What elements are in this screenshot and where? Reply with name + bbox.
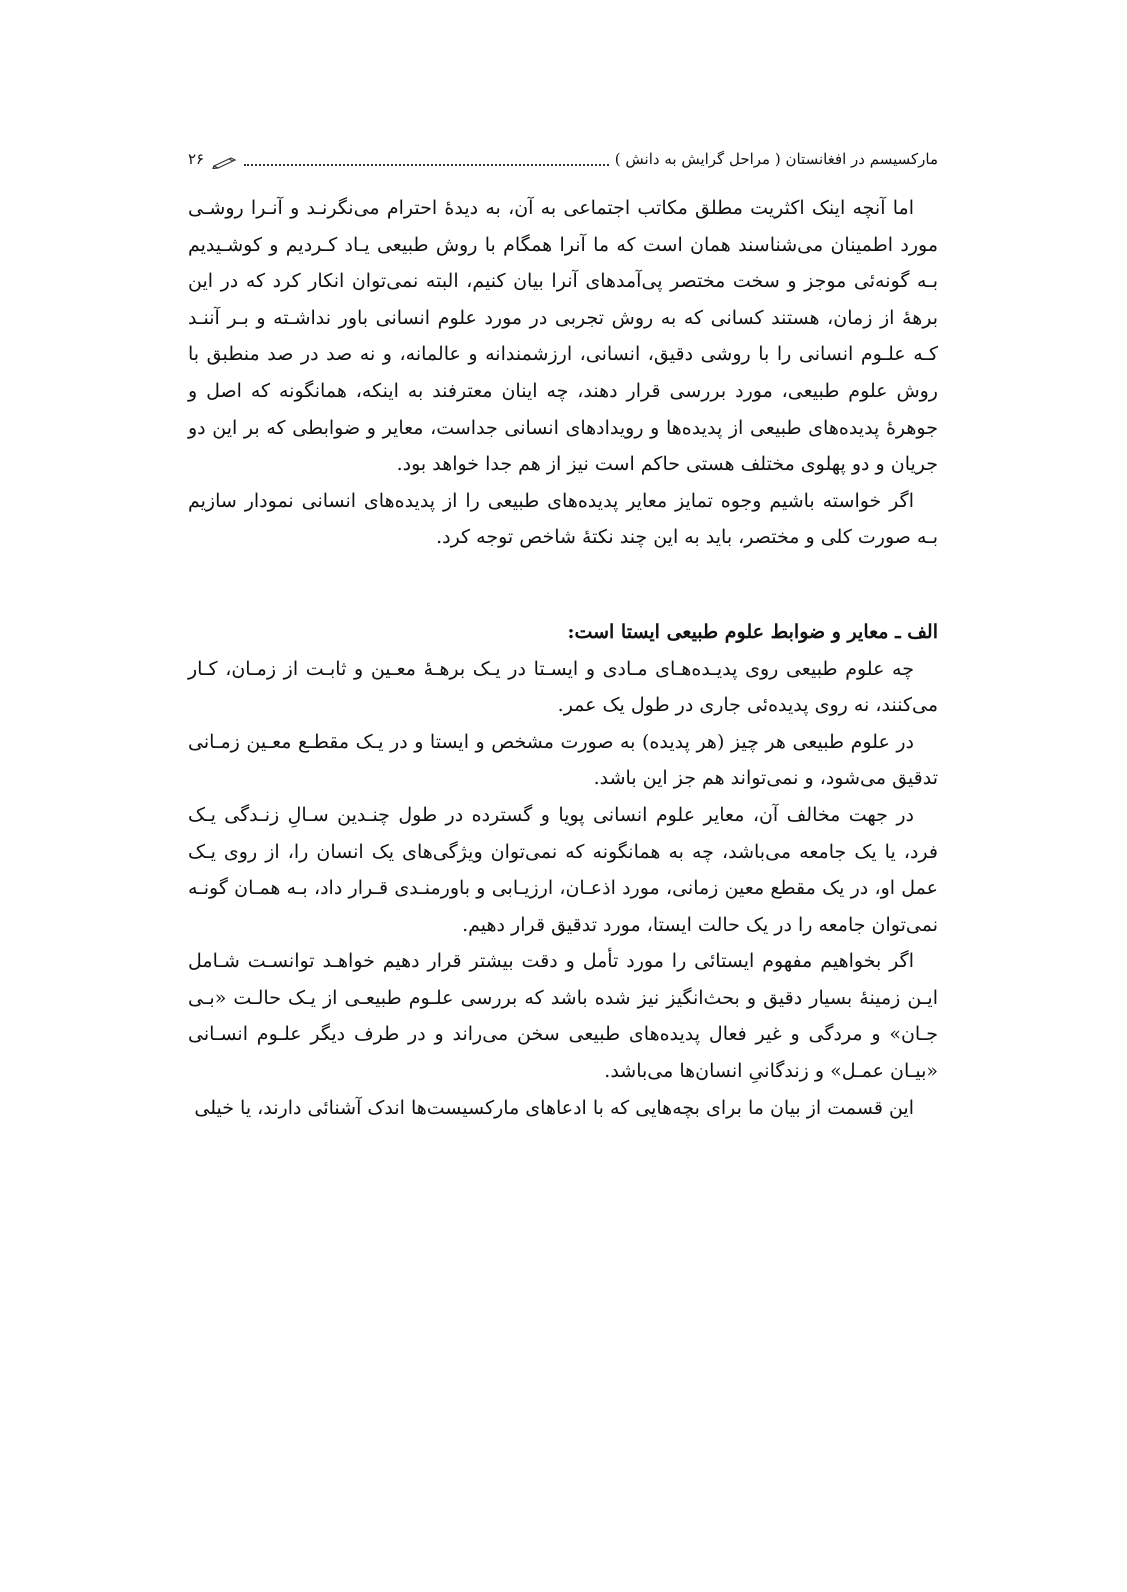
body-text	[188, 190, 938, 1126]
running-title: مارکسیسم در افغانستان ( مراحل گرایش به دانش )	[614, 150, 938, 168]
paragraph: در علوم طبیعی هر چیز (هر پدیده) به صورت مشخص و ایستا و در یـک مقطـع معـین زمـانی تدقیق می‌شود، و نمی‌تواند هم جز این باشد.	[188, 730, 938, 790]
leader-dots	[244, 152, 609, 166]
page-number: ۲۶	[188, 150, 205, 168]
paragraph: این قسمت از بیان ما برای بچه‌هایی که با ادعاهای مارکسیست‌ها اندک آشنائی دارند، یا خیلی	[194, 1096, 914, 1119]
paragraph: چه علوم طبیعی روی پدیـده‌هـای مـادی و ایسـتا در یـک برهـهٔ معـین و ثابـت از زمـان، کـار می‌کنند، نه روی پدیده‌ئی جاری در طول یک عمر.	[188, 657, 938, 717]
paragraph: اگر خواسته باشیم وجوه تمایز معایر پدیده‌های طبیعی را از پدیده‌های انسانی نمودار سازیم بـه صورت کلی و مختصر، باید به این چند نکتهٔ شاخص توجه کرد.	[188, 489, 938, 549]
paragraph: اگر بخواهیم مفهوم ایستائی را مورد تأمل و دقت بیشتر قرار دهیم خواهـد توانسـت شـامل ایـن زمینهٔ بسیار دقیق و بحث‌انگیز نیز شده باشد که بررسی علـوم طبیعـی از یـک حالـت «بـی جـان» و مردگی و غیر فعال پدیده‌های طبیعی سخن می‌راند و در طرف دیگر علـوم انسـانی «بیـان عمـل» و زندگانیِ انسان‌ها می‌باشد.	[188, 950, 938, 1083]
pencil-icon	[212, 152, 238, 166]
paragraph: در جهت مخالف آن، معایر علوم انسانی پویا و گسترده در طول چنـدین سـالِ زنـدگی یـک فرد، یا یک جامعه می‌باشد، چه به همانگونه که نمی‌توان ویژگی‌های یک انسان را، از روی یـک عمل او، در یک مقطع معین زمانی، مورد اذعـان، ارزیـابی و باورمنـدی قـرار داد، بـه همـان گونـه نمی‌توان جامعه را در یک حالت ایستا، مورد تدقیق قرار دهیم.	[188, 803, 938, 936]
paragraph: اما آنچه اینک اکثریت مطلق مکاتب اجتماعی به آن، به دیدهٔ احترام می‌نگرنـد و آنـرا روشـی مورد اطمینان می‌شناسند همان است که ما آنرا همگام با روش طبیعی یـاد کـردیم و کوشـیدیم بـه گونه‌ئی موجز و سخت مختصر پی‌آمدهای آنرا بیان کنیم، البته نمی‌توان انکار کرد که در این برههٔ از زمان، هستند کسانی که به روش تجربی در مورد علوم انسانی باور نداشـته و بـر آننـد کـه علـوم انسانی را با روشی دقیق، انسانی، ارزشمندانه و عالمانه، و نه صد در صد منطبق با روش علوم طبیعی، مورد بررسی قرار دهند، چه اینان معترفند به اینکه، همانگونه که اصل و جوهرهٔ پدیده‌های طبیعی از پدیده‌ها و رویدادهای انسانی جداست، معایر و ضوابطی که بر این دو جریان و دو پهلوی مختلف هستی حاکم است نیز از هم جدا خواهد بود.	[188, 197, 938, 476]
section-heading: الف ـ معایر و ضوابط علوم طبیعی ایستا است:	[567, 620, 938, 643]
running-header	[188, 147, 938, 171]
